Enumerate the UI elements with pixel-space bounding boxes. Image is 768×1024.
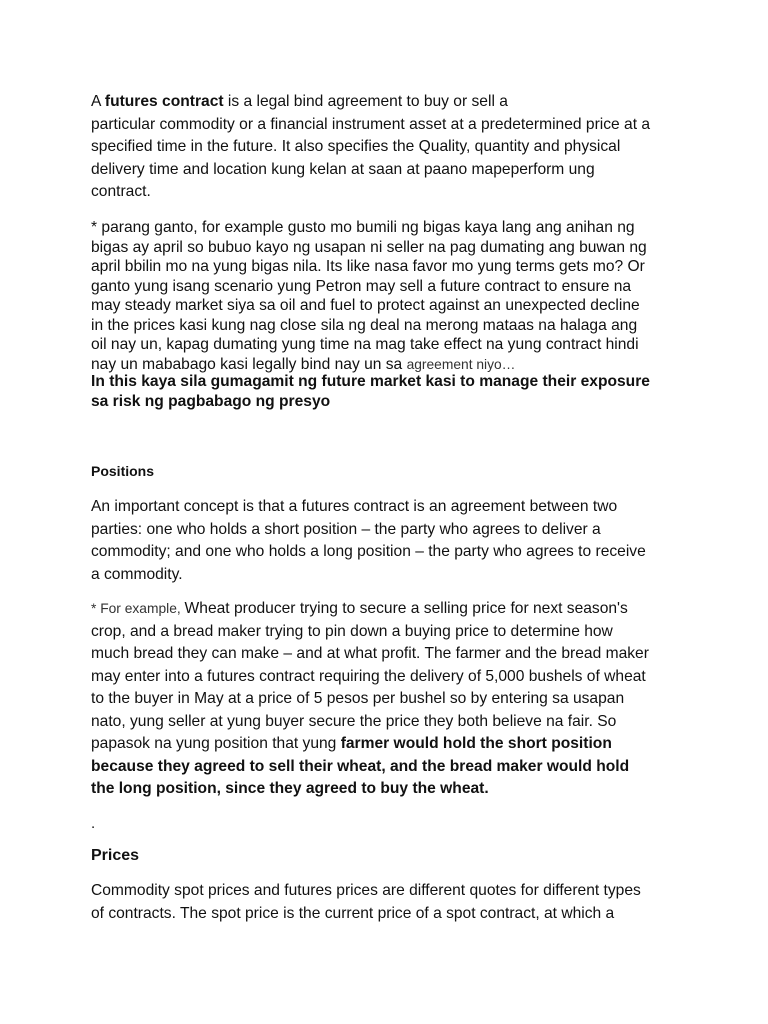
positions-line-2: parties: one who holds a short position – the party who agrees to deliver a [91,520,601,538]
wheat-line-4: may enter into a futures contract requiring the delivery of 5,000 bushels of wheat [91,667,646,685]
prices-heading: Prices [91,847,140,864]
positions-line-4: a commodity. [91,565,183,583]
wheat-line-5: to the buyer in May at a price of 5 pesos per bushel so by entering sa usapan [91,690,625,707]
intro-line-5: contract. [91,183,151,200]
prices-line-2: of contracts. The spot price is the current price of a spot contract, at which a [91,904,615,922]
summary-line-2: sa risk ng pagbabago ng presyo [91,392,331,410]
example-paragraph [91,218,691,374]
positions-heading: Positions [91,463,155,479]
prices-paragraph [91,880,691,925]
example-line-8: nay un mababago kasi legally bind nay un sa agreement niyo… [91,355,516,373]
positions-line-1: An important concept is that a futures contract is an agreement between two [91,498,618,515]
example-line-2: bigas ay april so bubuo kayo ng usapan ni seller na pag dumating ang buwan ng [91,238,647,256]
stray-dot: . [91,815,96,832]
example-line-4: ganto yung isang scenario yung Petron may sell a future contract to ensure na [91,277,632,295]
intro-line-3: specified time in the future. It also specifies the Quality, quantity and physical [91,138,621,155]
intro-line-2: particular commodity or a financial instrument asset at a predetermined price at a [91,115,651,133]
example-line-1: * parang ganto, for example gusto mo bumili ng bigas kaya lang ang anihan ng [91,219,635,236]
wheat-line-9: the long position, since they agreed to buy the wheat. [91,780,489,797]
wheat-line-2: crop, and a bread maker trying to pin down a buying price to determine how [91,622,613,640]
wheat-line-8: because they agreed to sell their wheat, and the bread maker would hold [91,757,630,775]
farmer-short-position: farmer would hold the short position [340,735,612,752]
wheat-line-1: * For example, Wheat producer trying to secure a selling price for next season's [91,600,628,617]
wheat-line-6: nato, yung seller at yung buyer secure the price they both believe na fair. So [91,712,617,730]
example-line-7: oil nay un, kapag dumating yung time na mag take effect na yung contract hindi [91,336,639,353]
wheat-example-paragraph [91,598,691,801]
example-line-3: april bbilin mo na yung bigas nila. Its like nasa favor mo yung terms gets mo? Or [91,258,645,275]
intro-line-4: delivery time and location kung kelan at saan at paano mapeperform ung [91,160,595,178]
example-line-5: may steady market siya sa oil and fuel to protect against an unexpected decline [91,297,640,314]
wheat-line-3: much bread they can make – and at what profit. The farmer and the bread maker [91,645,649,662]
summary-line-1: In this kaya sila gumagamit ng future market kasi to manage their exposure [91,373,650,390]
intro-line-1: A futures contract is a legal bind agreement to buy or sell a [91,93,508,110]
intro-paragraph [91,91,691,204]
example-line-6: in the prices kasi kung nag close sila ng deal na merong mataas na halaga ang [91,316,638,334]
positions-paragraph [91,496,691,586]
positions-line-3: commodity; and one who holds a long position – the party who agrees to receive [91,543,646,560]
agreement-tail: agreement niyo… [406,356,516,372]
wheat-line-7: papasok na yung position that yung farmer would hold the short position [91,735,612,752]
for-example-prefix: * For example, [91,601,185,616]
futures-contract-term: futures contract [104,93,224,110]
prices-line-1: Commodity spot prices and futures prices are different quotes for different types [91,882,641,899]
summary-paragraph [91,372,691,411]
